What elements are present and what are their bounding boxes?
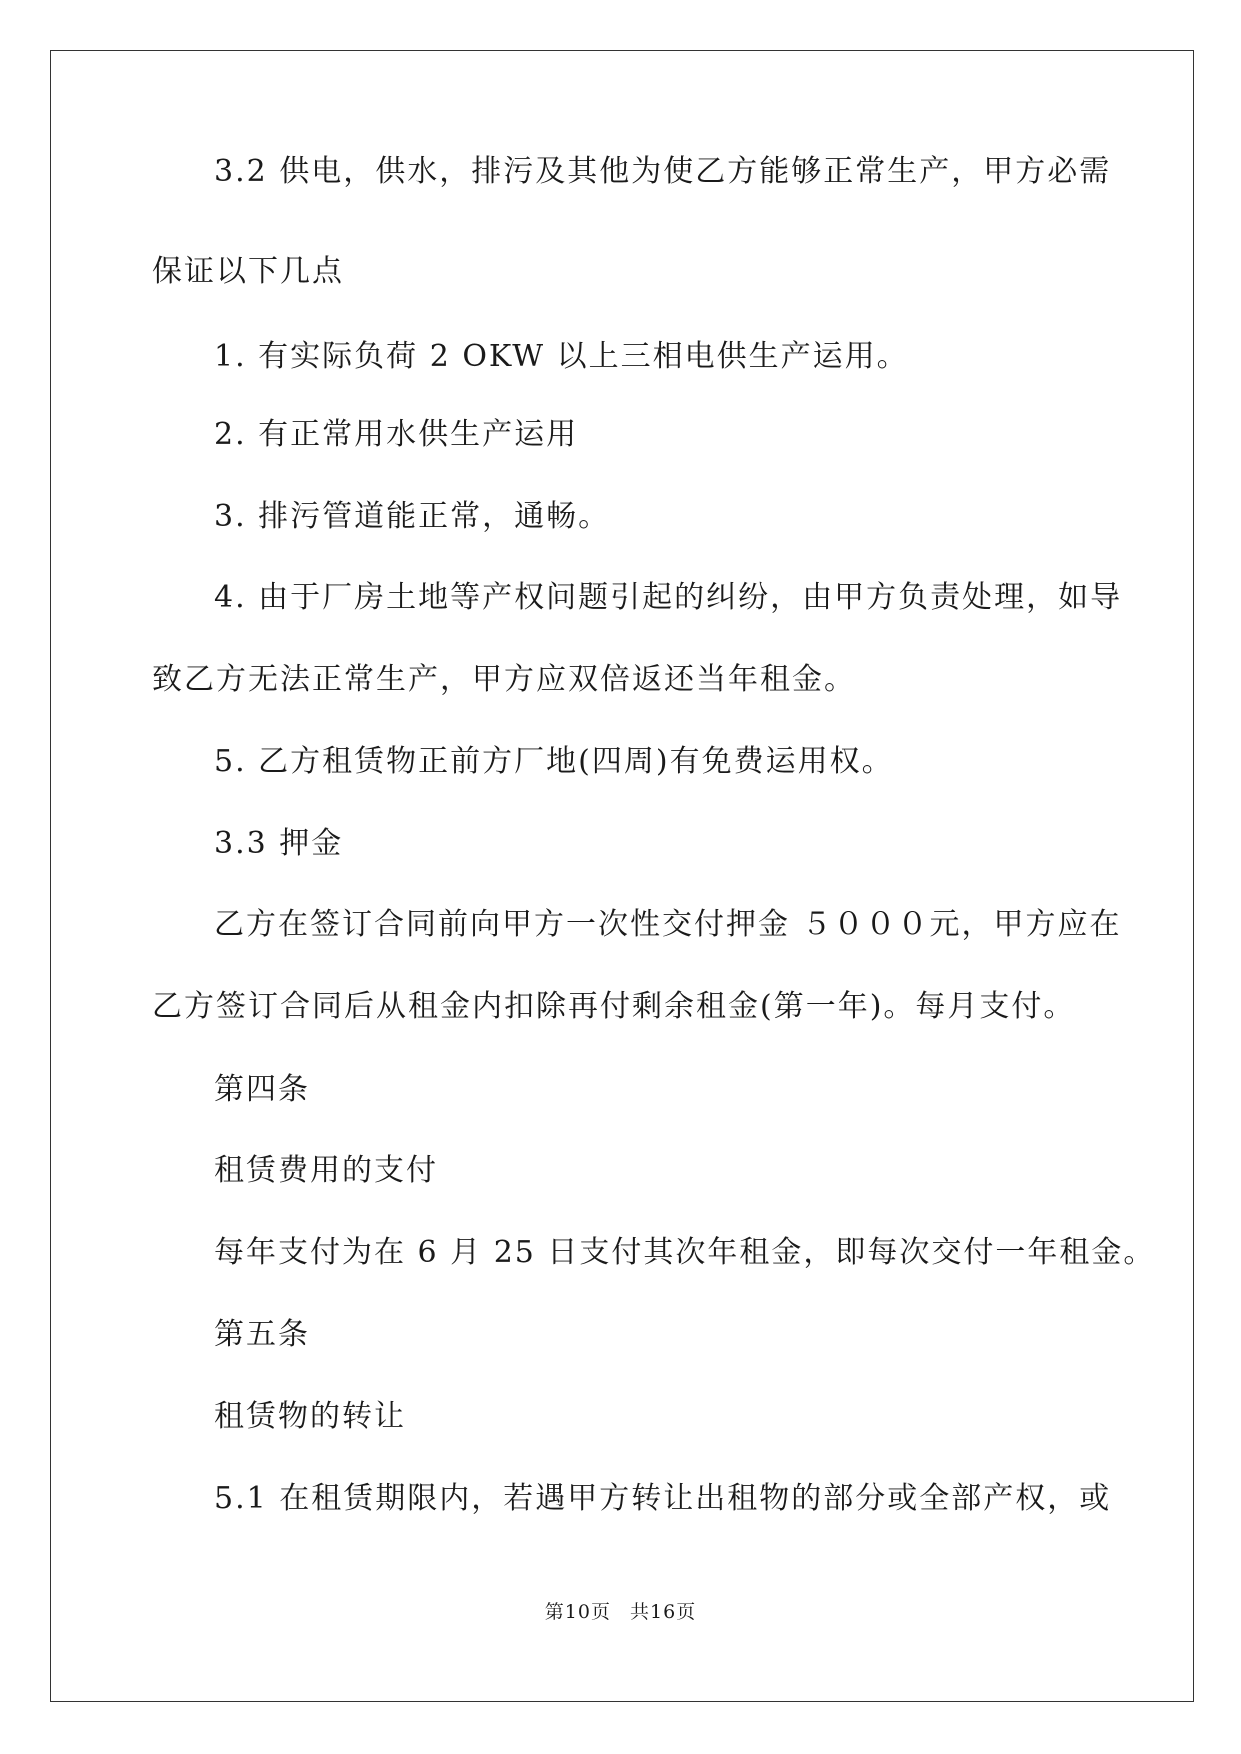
paragraph-line: 2. 有正常用水供生产运用 bbox=[214, 417, 579, 452]
article-title: 租赁费用的支付 bbox=[214, 1153, 438, 1188]
paragraph-line: 致乙方无法正常生产，甲方应双倍返还当年租金。 bbox=[152, 662, 856, 697]
paragraph-line: 3. 排污管道能正常，通畅。 bbox=[214, 499, 611, 534]
paragraph-line: 5.1 在租赁期限内，若遇甲方转让出租物的部分或全部产权，或 bbox=[214, 1481, 1112, 1516]
article-heading: 第四条 bbox=[214, 1072, 310, 1107]
article-heading: 第五条 bbox=[214, 1317, 310, 1352]
paragraph-line: 4. 由于厂房土地等产权问题引起的纠纷，由甲方负责处理，如导 bbox=[214, 580, 1123, 615]
paragraph-line: 乙方在签订合同前向甲方一次性交付押金 ５０００元，甲方应在 bbox=[214, 907, 1122, 942]
page-frame bbox=[50, 50, 1194, 1702]
paragraph-line: 保证以下几点 bbox=[152, 254, 344, 289]
page-total: 共16页 bbox=[630, 1601, 697, 1623]
paragraph-line: 1. 有实际负荷 2 OKW 以上三相电供生产运用。 bbox=[214, 339, 909, 374]
paragraph-line: 乙方签订合同后从租金内扣除再付剩余租金(第一年)。每月支付。 bbox=[152, 989, 1076, 1024]
page-number: 第10页 bbox=[544, 1601, 611, 1623]
paragraph-line: 3.2 供电，供水，排污及其他为使乙方能够正常生产，甲方必需 bbox=[214, 154, 1112, 189]
page-footer bbox=[0, 1600, 1241, 1624]
paragraph-line: 5. 乙方租赁物正前方厂地(四周)有免费运用权。 bbox=[214, 744, 894, 779]
paragraph-line: 每年支付为在 6 月 25 日支付其次年租金，即每次交付一年租金。 bbox=[214, 1235, 1156, 1270]
section-heading: 3.3 押金 bbox=[214, 826, 344, 861]
article-title: 租赁物的转让 bbox=[214, 1399, 406, 1434]
